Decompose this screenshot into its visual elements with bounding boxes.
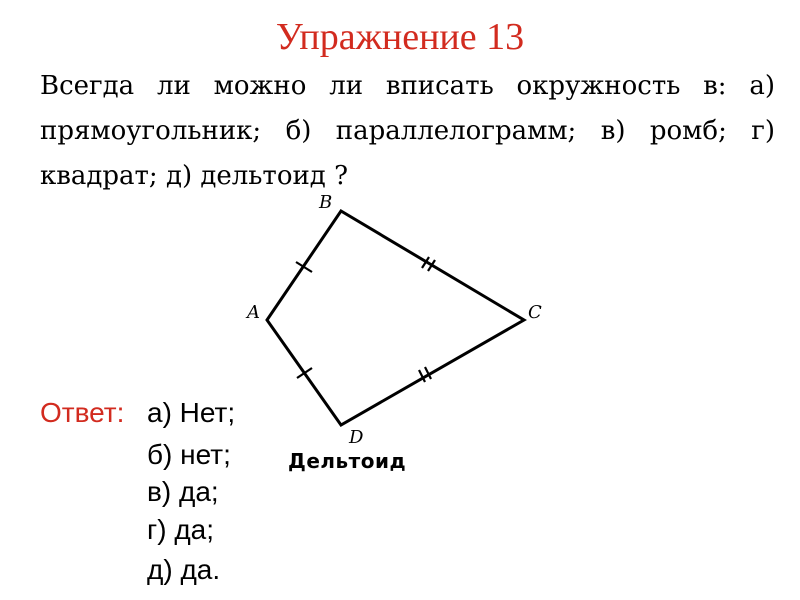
exercise-title: Упражнение 13 [275, 16, 525, 58]
diagram-caption: Дельтоид [288, 449, 407, 473]
answer-item-e: д) да. [147, 554, 221, 585]
answer-item-d: г) да; [147, 514, 215, 545]
vertex-label-a: A [247, 302, 260, 323]
answer-item-clip [147, 393, 245, 433]
answer-label: Ответ: [40, 397, 125, 428]
kite-outline [267, 211, 524, 425]
answer-item-b: б) нет; [147, 439, 231, 470]
question-text: Всегда ли можно ли вписать окружность в: а) прямоугольник; б) параллелограмм; в) ромб; г) квадрат; д) дельтоид ? [40, 71, 775, 191]
vertex-label-b: B [319, 192, 333, 213]
tick-ad [297, 368, 312, 378]
vertex-label-d: D [349, 427, 364, 448]
answer-item-a: а) Нет; [147, 397, 236, 428]
vertex-label-c: C [528, 302, 542, 323]
answer-item-c: в) да; [147, 476, 219, 507]
